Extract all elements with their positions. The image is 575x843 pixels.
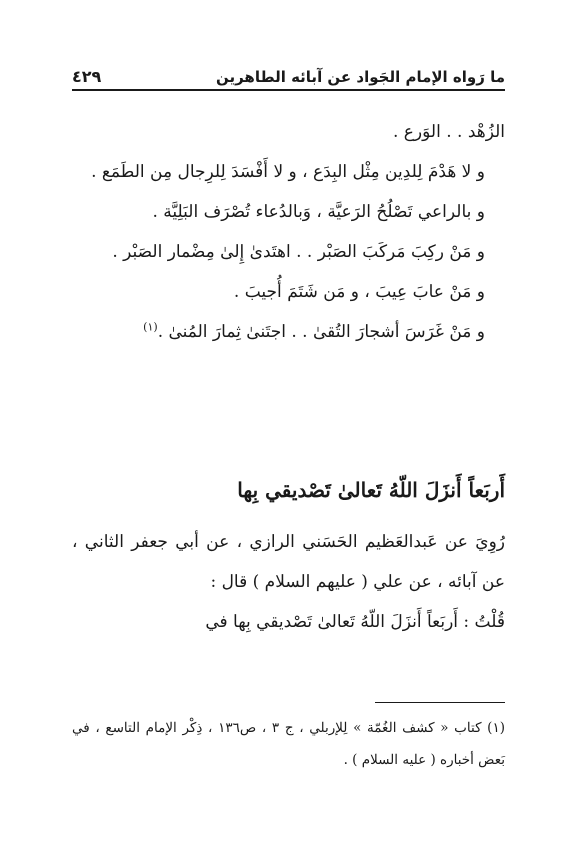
section-heading: أَربَعاً أَنزَلَ اللّهُ تَعالىٰ تَصْديقي بِها xyxy=(237,478,505,502)
paragraph: رُوِيَ عن عَبدالعَظيم الحَسَني الرازي ، عن أبي جعفر الثاني ، عن آبائه ، عن علي ( عليهم السلام ) قال : xyxy=(72,532,505,592)
footnote-rule xyxy=(375,702,505,703)
page-number: ٤٢٩ xyxy=(72,67,102,86)
paragraph: و مَنْ عابَ عِيبَ ، و مَن شَتَمَ أُجيبَ . xyxy=(233,282,485,302)
paragraph: الزُهْد . . الوَرع . xyxy=(392,122,505,142)
section-text xyxy=(72,522,505,642)
paragraph xyxy=(72,312,505,352)
paragraph: و بالراعي تَصْلُحُ الرَعيَّة ، وَبالدُعاء تُصْرَف البَلِيَّة . xyxy=(152,202,485,222)
footnote xyxy=(72,712,505,776)
paragraph: و مَنْ ركِبَ مَركَبَ الصَبْر . . اهتَدىٰ إِلىٰ مِضْمار الصَبْر . xyxy=(112,242,485,262)
paragraph: قُلْتُ : أَربَعاً أَنزَلَ اللّهُ تَعالىٰ تَصْديقي بِها في xyxy=(205,612,505,632)
header-rule xyxy=(72,89,505,91)
main-text xyxy=(72,112,505,352)
running-header xyxy=(72,62,505,86)
footnote-text: (١) كتاب « كشف الغُمّة » لِلإربلي ، ج ٣ ، ص١٣٦ ، ذِكْر الإمام التاسع ، في بَعض أخباره ( عليه السلام ) . xyxy=(72,720,505,768)
footnote-marker: (١) xyxy=(143,320,158,334)
paragraph: و لا هَدْمَ لِلدِين مِثْل البِدَع ، و لا أَفْسَدَ لِلرِجال مِن الطَمَع . xyxy=(91,162,485,182)
running-title: ما رَواه الإمام الجَواد عن آبائه الطاهرين xyxy=(215,68,505,86)
paragraph-text: و مَنْ غَرَسَ أشجارَ التُقىٰ . . اجتَنىٰ ثِمارَ المُنىٰ . xyxy=(157,322,485,342)
